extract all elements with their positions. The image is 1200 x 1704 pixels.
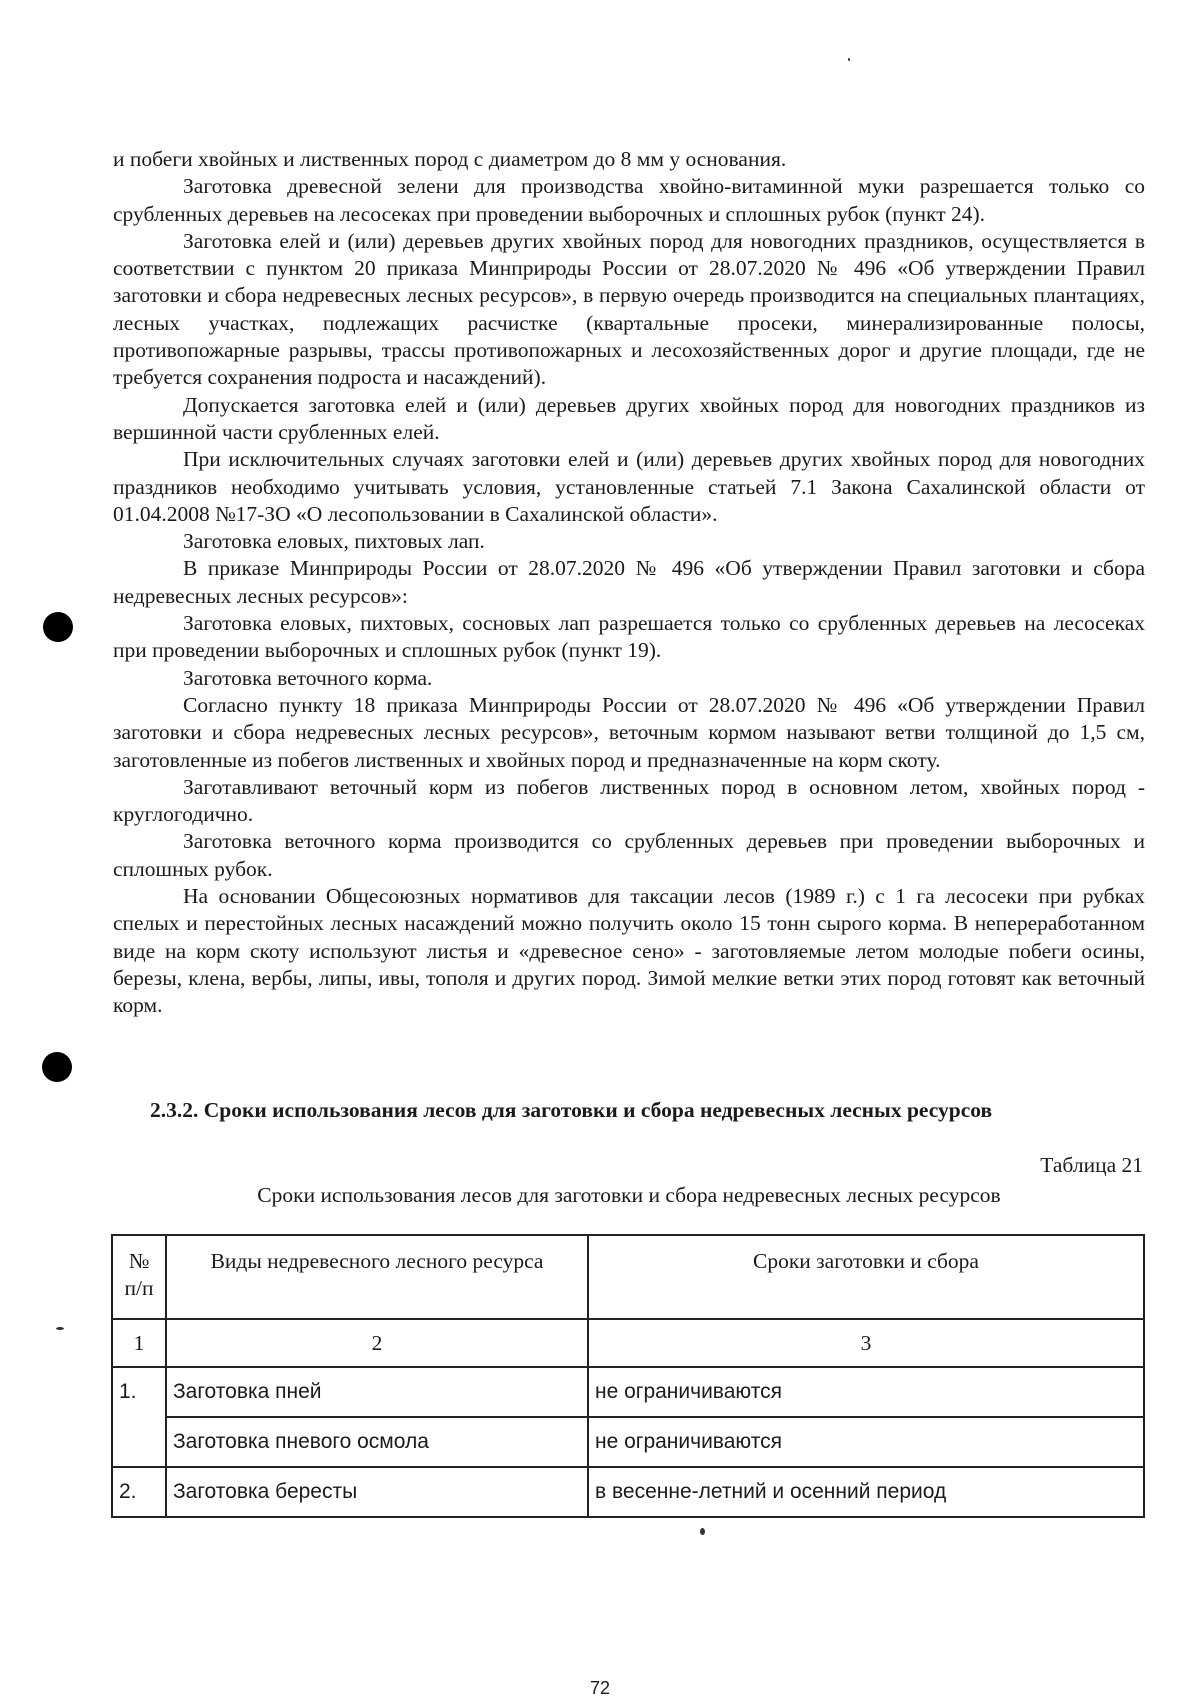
scan-speck — [56, 1327, 64, 1330]
column-number: 2 — [166, 1319, 588, 1367]
paragraph: Допускается заготовка елей и (или) деревьев других хвойных пород для новогодних праздников из вершинной части срубленных елей. — [113, 392, 1145, 444]
paragraph: и побеги хвойных и лиственных пород с диаметром до 8 мм у основания. — [113, 147, 787, 171]
paragraph: При исключительных случаях заготовки елей и (или) деревьев других хвойных пород для новогодних праздников необходимо учитывать условия, установленные статьей 7.1 Закона Сахалинской области от 01.04.2008 №17-ЗО «О лесопользовании в Сахалинской области». — [113, 447, 1145, 526]
paragraph: Заготавливают веточный корм из побегов лиственных пород в основном летом, хвойных пород - круглогодично. — [113, 774, 1145, 827]
resource-cell: Заготовка пневого осмола — [166, 1417, 588, 1467]
punch-hole-top — [43, 612, 73, 642]
section-heading: 2.3.2. Сроки использования лесов для заготовки и сбора недревесных лесных ресурсов — [150, 1098, 993, 1122]
paragraph: Заготовка веточного корма производится со срубленных деревьев при проведении выборочных и сплошных рубок. — [113, 829, 1145, 881]
body-text — [113, 146, 1145, 1020]
period-cell: в весенне-летний и осенний период — [588, 1467, 1144, 1517]
header-cell-number: № п/п — [112, 1235, 166, 1319]
period-cell: не ограничиваются — [588, 1417, 1144, 1467]
resource-terms-table — [111, 1234, 1145, 1518]
table-header-row — [112, 1235, 1144, 1319]
paragraph: Заготовка еловых, пихтовых, сосновых лап разрешается только со срубленных деревьев на лесосеках при проведении выборочных и сплошных рубок (пункт 19). — [113, 611, 1145, 663]
paragraph: На основании Общесоюзных нормативов для таксации лесов (1989 г.) с 1 га лесосеки при рубках спелых и перестойных лесных насаждений можно получить около 15 тонн сырого корма. В непереработанном виде на корм скоту используют листья и «древесное сено» - заготовляемые летом молодые побеги осины, березы, клена, вербы, липы, ивы, тополя и других пород. Зимой мелкие ветки этих пород готовят как веточный корм. — [113, 884, 1145, 1018]
scan-speck — [700, 1528, 705, 1535]
punch-hole-bottom — [42, 1052, 72, 1082]
row-number-cell: 1. — [112, 1367, 166, 1467]
column-number-row — [112, 1319, 1144, 1367]
period-cell: не ограничиваются — [588, 1367, 1144, 1417]
page-number: 72 — [589, 1678, 611, 1698]
header-cell-resource: Виды недревесного лесного ресурса — [166, 1235, 588, 1319]
table-number: Таблица 21 — [1040, 1153, 1143, 1177]
paragraph: В приказе Минприроды России от 28.07.2020 № 496 «Об утверждении Правил заготовки и сбора недревесных лесных ресурсов»: — [113, 556, 1145, 608]
resource-cell: Заготовка бересты — [166, 1467, 588, 1517]
subheading: Заготовка еловых, пихтовых лап. — [183, 529, 485, 554]
subheading: Заготовка веточного корма. — [183, 665, 433, 690]
paragraph: Согласно пункту 18 приказа Минприроды России от 28.07.2020 № 496 «Об утверждении Правил заготовки и сбора недревесных лесных ресурсов», веточным кормом называют ветви толщиной до 1,5 см, заготовленные из побегов лиственных и хвойных пород и предназначенные на корм скоту. — [113, 692, 1145, 772]
resource-cell: Заготовка пней — [166, 1367, 588, 1417]
header-cell-period: Сроки заготовки и сбора — [588, 1235, 1144, 1319]
column-number: 3 — [588, 1319, 1144, 1367]
table-caption: Сроки использования лесов для заготовки и сбора недревесных лесных ресурсов — [257, 1183, 1001, 1207]
table-row — [112, 1417, 1144, 1467]
table-row — [112, 1467, 1144, 1517]
paragraph: Заготовка древесной зелени для производства хвойно-витаминной муки разрешается только со срубленных деревьев на лесосеках при проведении выборочных и сплошных рубок (пункт 24). — [113, 174, 1145, 226]
row-number-cell: 2. — [112, 1467, 166, 1517]
column-number: 1 — [112, 1319, 166, 1367]
scan-speck — [848, 58, 850, 61]
table-row — [112, 1367, 1144, 1417]
paragraph: Заготовка елей и (или) деревьев других хвойных пород для новогодних праздников, осуществляется в соответствии с пунктом 20 приказа Минприроды России от 28.07.2020 № 496 «Об утверждении Правил заготовки и сбора недревесных лесных ресурсов», в первую очередь производится на специальных плантациях, лесных участках, подлежащих расчистке (квартальные просеки, минерализированные полосы, противопожарные разрывы, трассы противопожарных и лесохозяйственных дорог и другие площади, где не требуется сохранения подроста и насаждений). — [113, 228, 1145, 390]
